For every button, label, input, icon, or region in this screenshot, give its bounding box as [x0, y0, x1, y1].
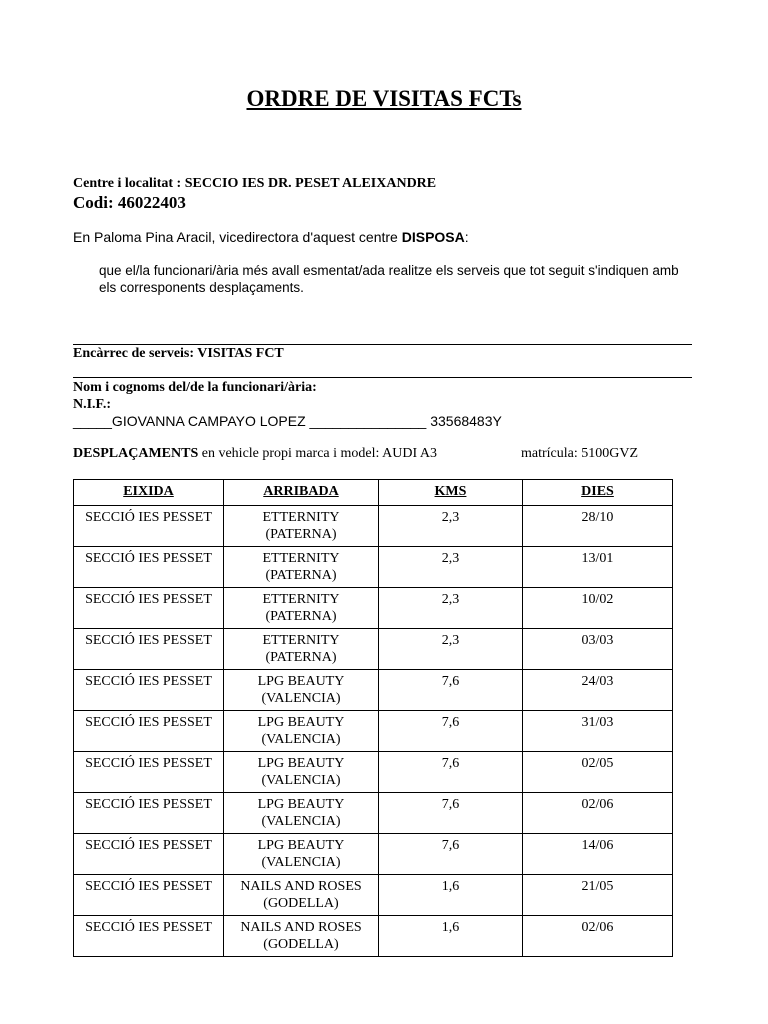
table-row [74, 547, 673, 588]
cell-kms: 1,6 [379, 875, 523, 916]
arribada-name: LPG BEAUTY [257, 715, 345, 730]
cell-dies: 02/05 [523, 752, 673, 793]
arribada-locality: (VALENCIA) [261, 773, 341, 788]
cell-eixida: SECCIÓ IES PESSET [74, 588, 224, 629]
arribada-locality: (PATERNA) [265, 609, 337, 624]
cell-eixida: SECCIÓ IES PESSET [74, 834, 224, 875]
cell-arribada [224, 588, 379, 629]
matricula: matrícula: 5100GVZ [521, 446, 639, 461]
arribada-locality: (PATERNA) [265, 527, 337, 542]
cell-dies: 28/10 [523, 506, 673, 547]
cell-eixida: SECCIÓ IES PESSET [74, 793, 224, 834]
table-header-row [74, 480, 673, 506]
divider [73, 377, 692, 378]
intro-prefix: En Paloma Pina Aracil, vicedirectora d'aquest centre [73, 229, 402, 245]
cell-dies: 02/06 [523, 916, 673, 957]
cell-arribada [224, 711, 379, 752]
arribada-name: LPG BEAUTY [257, 756, 345, 771]
cell-dies: 10/02 [523, 588, 673, 629]
arribada-name: ETTERNITY [262, 633, 340, 648]
cell-dies: 14/06 [523, 834, 673, 875]
intro-suffix: : [464, 229, 469, 245]
cell-kms: 2,3 [379, 588, 523, 629]
cell-dies: 31/03 [523, 711, 673, 752]
cell-kms: 2,3 [379, 506, 523, 547]
table-row [74, 629, 673, 670]
arribada-locality: (GODELLA) [263, 937, 339, 952]
cell-eixida: SECCIÓ IES PESSET [74, 752, 224, 793]
trips-table [73, 479, 673, 957]
table-row [74, 916, 673, 957]
arribada-name: LPG BEAUTY [257, 797, 345, 812]
cell-eixida: SECCIÓ IES PESSET [74, 916, 224, 957]
table-row [74, 506, 673, 547]
cell-eixida: SECCIÓ IES PESSET [74, 711, 224, 752]
cell-eixida: SECCIÓ IES PESSET [74, 629, 224, 670]
cell-arribada [224, 916, 379, 957]
table-row [74, 588, 673, 629]
arribada-name: ETTERNITY [262, 592, 340, 607]
centre-line: Centre i localitat : SECCIO IES DR. PESET ALEIXANDRE [73, 176, 437, 191]
table-row [74, 711, 673, 752]
cell-eixida: SECCIÓ IES PESSET [74, 547, 224, 588]
cell-kms: 2,3 [379, 629, 523, 670]
arribada-locality: (GODELLA) [263, 896, 339, 911]
table-row [74, 793, 673, 834]
person-line: _____GIOVANNA CAMPAYO LOPEZ _______________ 33568483Y [73, 413, 502, 429]
nif-label: N.I.F.: [73, 397, 111, 412]
encarrec-line: Encàrrec de serveis: VISITAS FCT [73, 346, 284, 361]
desplacaments-text: en vehicle propi marca i model: AUDI A3 [198, 446, 437, 461]
cell-eixida: SECCIÓ IES PESSET [74, 670, 224, 711]
cell-kms: 7,6 [379, 793, 523, 834]
cell-arribada [224, 547, 379, 588]
arribada-name: LPG BEAUTY [257, 674, 345, 689]
cell-arribada [224, 875, 379, 916]
cell-dies: 24/03 [523, 670, 673, 711]
header-dies: DIES [523, 480, 673, 506]
arribada-name: ETTERNITY [262, 510, 340, 525]
cell-arribada [224, 834, 379, 875]
desplacaments-bold: DESPLAÇAMENTS [73, 446, 199, 461]
arribada-name: NAILS AND ROSES [240, 879, 362, 894]
nom-label: Nom i cognoms del/de la funcionari/ària: [73, 380, 317, 395]
cell-arribada [224, 506, 379, 547]
cell-arribada [224, 793, 379, 834]
header-kms: KMS [379, 480, 523, 506]
cell-arribada [224, 670, 379, 711]
arribada-locality: (VALENCIA) [261, 855, 341, 870]
table-row [74, 875, 673, 916]
cell-dies: 21/05 [523, 875, 673, 916]
cell-arribada [224, 629, 379, 670]
cell-kms: 7,6 [379, 752, 523, 793]
cell-kms: 7,6 [379, 834, 523, 875]
arribada-locality: (PATERNA) [265, 650, 337, 665]
arribada-name: NAILS AND ROSES [240, 920, 362, 935]
cell-kms: 7,6 [379, 670, 523, 711]
divider [73, 344, 692, 345]
cell-kms: 7,6 [379, 711, 523, 752]
header-eixida: EIXIDA [74, 480, 224, 506]
intro-bold: DISPOSA [401, 229, 465, 245]
cell-dies: 13/01 [523, 547, 673, 588]
arribada-name: ETTERNITY [262, 551, 340, 566]
cell-kms: 1,6 [379, 916, 523, 957]
cell-eixida: SECCIÓ IES PESSET [74, 506, 224, 547]
cell-arribada [224, 752, 379, 793]
arribada-locality: (VALENCIA) [261, 814, 341, 829]
cell-dies: 03/03 [523, 629, 673, 670]
intro-line [73, 229, 469, 245]
table-row [74, 752, 673, 793]
desplacaments-line [73, 446, 437, 462]
table-row [74, 834, 673, 875]
cell-dies: 02/06 [523, 793, 673, 834]
cell-eixida: SECCIÓ IES PESSET [74, 875, 224, 916]
arribada-locality: (VALENCIA) [261, 732, 341, 747]
header-arribada: ARRIBADA [224, 480, 379, 506]
document-title: ORDRE DE VISITAS FCTs [246, 86, 522, 111]
arribada-locality: (VALENCIA) [261, 691, 341, 706]
arribada-locality: (PATERNA) [265, 568, 337, 583]
codi-line: Codi: 46022403 [73, 193, 186, 212]
body-paragraph: que el/la funcionari/ària més avall esmentat/ada realitze els serveis que tot seguit s'indiquen amb els corresponents desplaçaments. [99, 263, 679, 295]
arribada-name: LPG BEAUTY [257, 838, 345, 853]
table-row [74, 670, 673, 711]
cell-kms: 2,3 [379, 547, 523, 588]
